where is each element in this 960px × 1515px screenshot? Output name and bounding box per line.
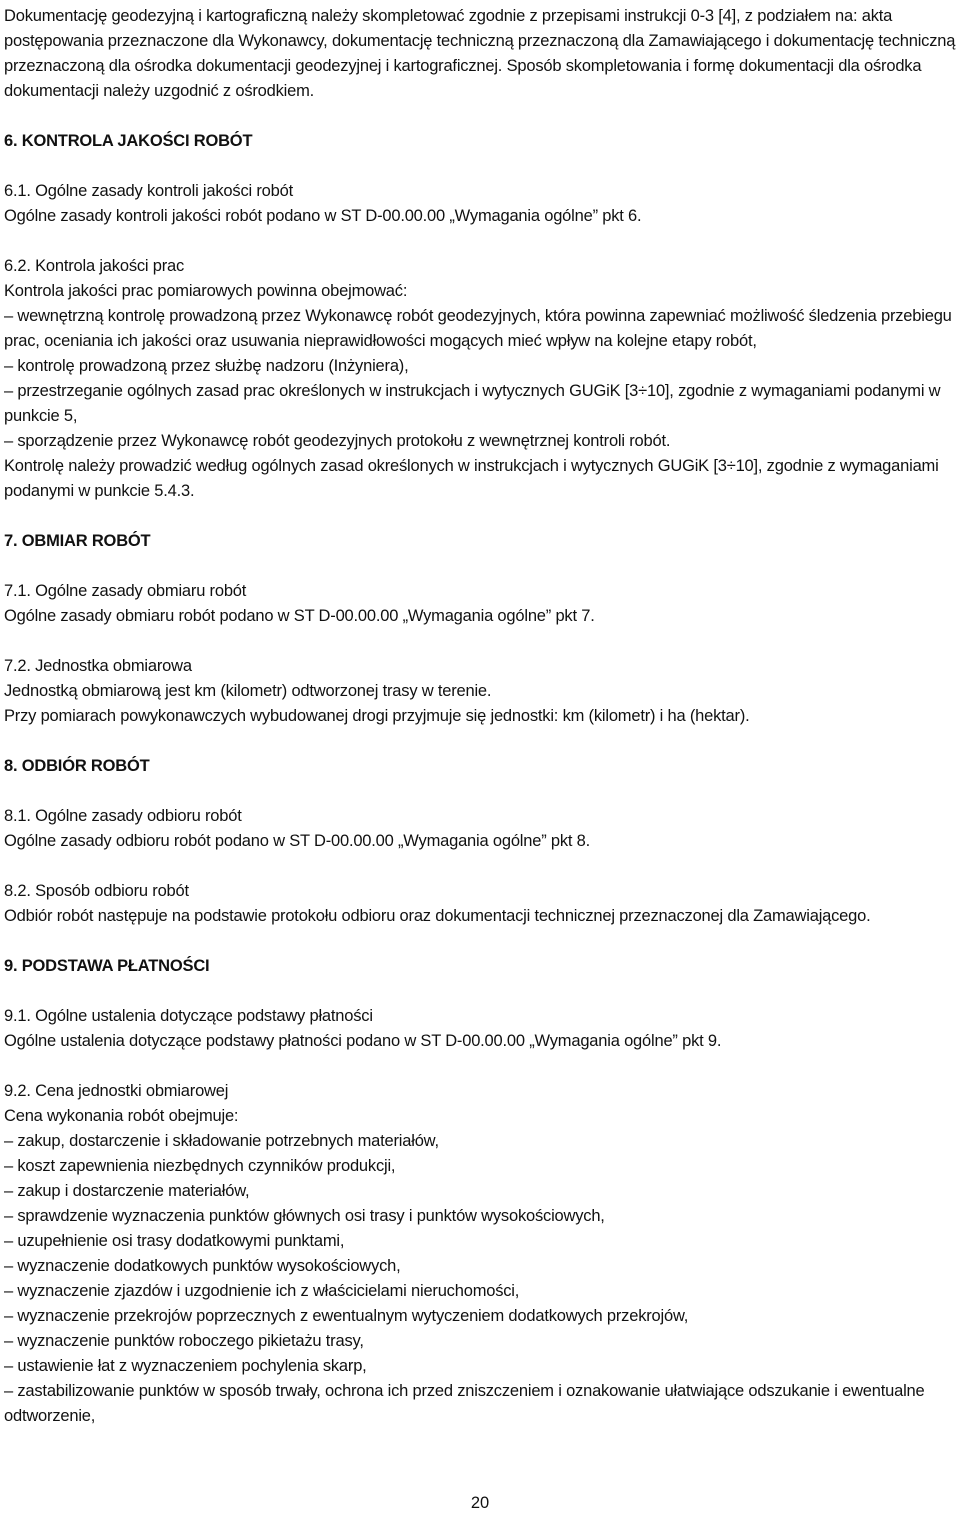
list-item: – wyznaczenie przekrojów poprzecznych z ewentualnym wytyczeniem dodatkowych przekrojów, bbox=[4, 1307, 689, 1325]
section-6-2-outro: Kontrolę należy prowadzić według ogólnych zasad określonych w instrukcjach i wytycznych GUGiK [3÷10], zgodnie z wymaganiami podanymi w punkcie 5.4.3. bbox=[4, 457, 939, 500]
list-item: – przestrzeganie ogólnych zasad prac określonych w instrukcjach i wytycznych GUGiK [3÷10], zgodnie z wymaganiami podanymi w punkcie 5, bbox=[4, 382, 941, 425]
section-7-2-line2: Przy pomiarach powykonawczych wybudowanej drogi przyjmuje się jednostki: km (kilometr) i ha (hektar). bbox=[4, 707, 750, 725]
list-item: – wyznaczenie dodatkowych punktów wysokościowych, bbox=[4, 1257, 401, 1275]
list-item: – uzupełnienie osi trasy dodatkowymi punktami, bbox=[4, 1232, 345, 1250]
list-item: – wewnętrzną kontrolę prowadzoną przez Wykonawcę robót geodezyjnych, która powinna zapewniać możliwość śledzenia przebiegu prac, oceniania ich jakości oraz usuwania nieprawidłowości mogących mieć wpływ na kolejne etapy robót, bbox=[4, 307, 952, 350]
intro-paragraph: Dokumentację geodezyjną i kartograficzną należy skompletować zgodnie z przepisami instrukcji 0-3 [4], z podziałem na: akta postępowania przeznaczone dla Wykonawcy, dokumentację techniczną przeznaczoną dla Zamawiającego i dokumentację techniczną przeznaczoną dla ośrodka dokumentacji geodezyjnej i kartograficznej. Sposób skompletowania i formę dokumentacji dla ośrodka dokumentacji należy uzgodnić z ośrodkiem. bbox=[4, 7, 956, 100]
list-item: – wyznaczenie zjazdów i uzgodnienie ich z właścicielami nieruchomości, bbox=[4, 1282, 520, 1300]
section-8-1-title: 8.1. Ogólne zasady odbioru robót bbox=[4, 807, 242, 825]
section-7-2-line1: Jednostką obmiarową jest km (kilometr) odtworzonej trasy w terenie. bbox=[4, 682, 492, 700]
list-item: – wyznaczenie punktów roboczego pikietażu trasy, bbox=[4, 1332, 364, 1350]
section-8-1-text: Ogólne zasady odbioru robót podano w ST D-00.00.00 „Wymagania ogólne” pkt 8. bbox=[4, 832, 591, 850]
section-7-1-text: Ogólne zasady obmiaru robót podano w ST D-00.00.00 „Wymagania ogólne” pkt 7. bbox=[4, 607, 595, 625]
section-6-2-intro: Kontrola jakości prac pomiarowych powinna obejmować: bbox=[4, 282, 408, 300]
section-7-2-title: 7.2. Jednostka obmiarowa bbox=[4, 657, 192, 675]
section-9-1-title: 9.1. Ogólne ustalenia dotyczące podstawy płatności bbox=[4, 1007, 373, 1025]
section-9-2-intro: Cena wykonania robót obejmuje: bbox=[4, 1107, 239, 1125]
section-9-1-text: Ogólne ustalenia dotyczące podstawy płatności podano w ST D-00.00.00 „Wymagania ogólne” pkt 9. bbox=[4, 1032, 722, 1050]
section-9-2-title: 9.2. Cena jednostki obmiarowej bbox=[4, 1082, 229, 1100]
list-item: – zakup i dostarczenie materiałów, bbox=[4, 1182, 250, 1200]
list-item: – zastabilizowanie punktów w sposób trwały, ochrona ich przed zniszczeniem i oznakowanie ułatwiające odszukanie i ewentualne odtworzenie, bbox=[4, 1382, 925, 1425]
section-8-2-text: Odbiór robót następuje na podstawie protokołu odbioru oraz dokumentacji technicznej przeznaczonej dla Zamawiającego. bbox=[4, 907, 871, 925]
list-item: – sprawdzenie wyznaczenia punktów głównych osi trasy i punktów wysokościowych, bbox=[4, 1207, 605, 1225]
list-item: – ustawienie łat z wyznaczeniem pochylenia skarp, bbox=[4, 1357, 367, 1375]
section-6-heading: 6. KONTROLA JAKOŚCI ROBÓT bbox=[4, 132, 253, 150]
section-6-2-title: 6.2. Kontrola jakości prac bbox=[4, 257, 185, 275]
list-item: – zakup, dostarczenie i składowanie potrzebnych materiałów, bbox=[4, 1132, 439, 1150]
section-9-heading: 9. PODSTAWA PŁATNOŚCI bbox=[4, 957, 210, 975]
section-6-1-text: Ogólne zasady kontroli jakości robót podano w ST D-00.00.00 „Wymagania ogólne” pkt 6. bbox=[4, 207, 642, 225]
list-item: – sporządzenie przez Wykonawcę robót geodezyjnych protokołu z wewnętrznej kontroli robót. bbox=[4, 432, 671, 450]
section-7-1-title: 7.1. Ogólne zasady obmiaru robót bbox=[4, 582, 247, 600]
section-8-2-title: 8.2. Sposób odbioru robót bbox=[4, 882, 189, 900]
section-8-heading: 8. ODBIÓR ROBÓT bbox=[4, 757, 150, 775]
list-item: – koszt zapewnienia niezbędnych czynników produkcji, bbox=[4, 1157, 396, 1175]
page-number: 20 bbox=[470, 1494, 490, 1512]
section-7-heading: 7. OBMIAR ROBÓT bbox=[4, 532, 151, 550]
list-item: – kontrolę prowadzoną przez służbę nadzoru (Inżyniera), bbox=[4, 357, 409, 375]
section-6-1-title: 6.1. Ogólne zasady kontroli jakości robót bbox=[4, 182, 293, 200]
